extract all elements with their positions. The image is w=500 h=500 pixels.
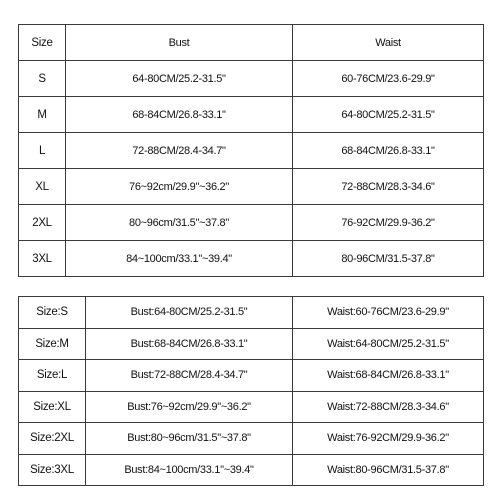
waist-cell: Waist:72-88CM/28.3-34.6" (293, 391, 484, 423)
size-cell: Size:2XL (19, 423, 86, 455)
size-cell: Size:3XL (19, 454, 86, 486)
size-cell: 3XL (19, 241, 66, 277)
size-chart-table-bottom (18, 296, 484, 486)
bust-cell: Bust:80~96cm/31.5"~37.8" (86, 423, 293, 455)
waist-cell: Waist:80-96CM/31.5-37.8" (293, 454, 484, 486)
size-cell: Size:M (19, 328, 86, 360)
bust-cell: 72-88CM/28.4-34.7" (66, 133, 293, 169)
waist-cell: 80-96CM/31.5-37.8" (293, 241, 484, 277)
size-cell: Size:L (19, 360, 86, 392)
waist-cell: 68-84CM/26.8-33.1" (293, 133, 484, 169)
waist-cell: 72-88CM/28.3-34.6" (293, 169, 484, 205)
table-row (19, 133, 484, 169)
size-cell: Size:XL (19, 391, 86, 423)
table-row (19, 423, 484, 455)
table-row (19, 61, 484, 97)
table-row (19, 169, 484, 205)
table-row (19, 97, 484, 133)
header-waist: Waist (293, 25, 484, 61)
size-cell: L (19, 133, 66, 169)
size-cell: S (19, 61, 66, 97)
waist-cell: Waist:60-76CM/23.6-29.9" (293, 297, 484, 329)
table-row (19, 454, 484, 486)
table-row (19, 328, 484, 360)
header-row (19, 25, 484, 61)
table-row (19, 241, 484, 277)
size-cell: 2XL (19, 205, 66, 241)
table-row (19, 360, 484, 392)
bust-cell: Bust:84~100cm/33.1"~39.4" (86, 454, 293, 486)
size-cell: XL (19, 169, 66, 205)
waist-cell: Waist:76-92CM/29.9-36.2" (293, 423, 484, 455)
size-cell: M (19, 97, 66, 133)
bust-cell: Bust:68-84CM/26.8-33.1" (86, 328, 293, 360)
size-chart-table-top (18, 24, 484, 277)
bust-cell: 68-84CM/26.8-33.1" (66, 97, 293, 133)
header-size: Size (19, 25, 66, 61)
bust-cell: 84~100cm/33.1"~39.4" (66, 241, 293, 277)
waist-cell: Waist:64-80CM/25.2-31.5" (293, 328, 484, 360)
size-cell: Size:S (19, 297, 86, 329)
table-row (19, 297, 484, 329)
bust-cell: Bust:72-88CM/28.4-34.7" (86, 360, 293, 392)
waist-cell: 60-76CM/23.6-29.9" (293, 61, 484, 97)
waist-cell: Waist:68-84CM/26.8-33.1" (293, 360, 484, 392)
bust-cell: 76~92cm/29.9"~36.2" (66, 169, 293, 205)
table-row (19, 391, 484, 423)
waist-cell: 64-80CM/25.2-31.5" (293, 97, 484, 133)
bust-cell: Bust:64-80CM/25.2-31.5" (86, 297, 293, 329)
table-row (19, 205, 484, 241)
bust-cell: 80~96cm/31.5"~37.8" (66, 205, 293, 241)
bust-cell: Bust:76~92cm/29.9"~36.2" (86, 391, 293, 423)
waist-cell: 76-92CM/29.9-36.2" (293, 205, 484, 241)
header-bust: Bust (66, 25, 293, 61)
bust-cell: 64-80CM/25.2-31.5" (66, 61, 293, 97)
